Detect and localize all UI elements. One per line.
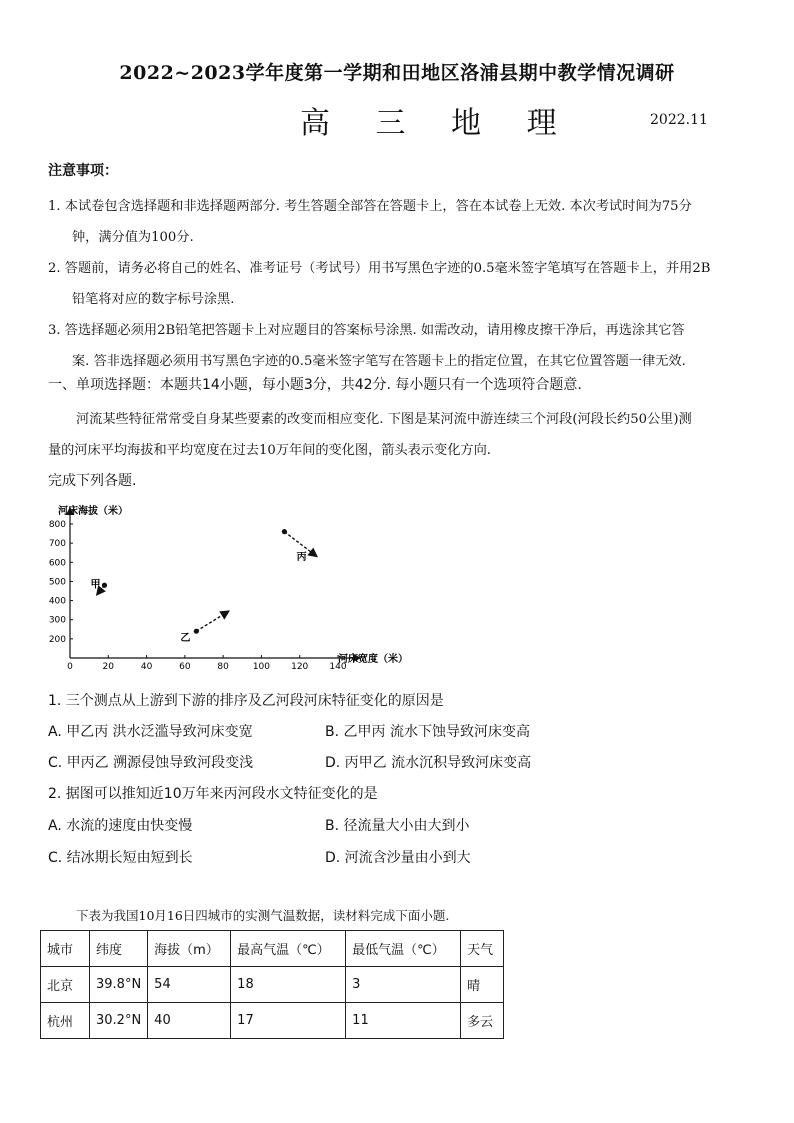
x-tick-label: 20	[102, 662, 115, 672]
table-header-cell: 海拔（m）	[148, 931, 231, 967]
instruction: 完成下列各题.	[48, 473, 137, 489]
temperature-table	[40, 930, 504, 1039]
question-2-option-c[interactable]: C. 结冰期长短由短到长	[48, 850, 193, 866]
notice-line-1: 1. 本试卷包含选择题和非选择题两部分. 考生答题全部答在答题卡上，答在本试卷上无效. 本次考试时间为75分	[48, 199, 692, 214]
table-header-cell: 最高气温（℃）	[231, 931, 346, 967]
change-arrow	[196, 611, 229, 631]
exam-date: 2022.11	[650, 112, 708, 128]
chart-svg	[48, 500, 408, 675]
table-cell: 54	[148, 967, 231, 1003]
table-header-cell: 城市	[41, 931, 90, 967]
table-header-cell: 纬度	[90, 931, 148, 967]
intro-line-1: 河流某些特征常常受自身某些要素的改变而相应变化. 下图是某河流中游连续三个河段(河段长约50公里)测	[76, 412, 692, 427]
notice-line-3: 2. 答题前，请务必将自己的姓名、准考证号（考试号）用书写黑色字迹的0.5毫米签字笔填写在答题卡上，并用2B	[48, 261, 711, 276]
table-cell: 多云	[461, 1003, 504, 1039]
y-tick-label: 400	[48, 596, 66, 607]
notice-line-4: 铅笔将对应的数字标号涂黑.	[72, 292, 235, 307]
notice-line-5: 3. 答选择题必须用2B铅笔把答题卡上对应题目的答案标号涂黑. 如需改动，请用橡皮擦干净后，再选涂其它答	[48, 323, 685, 338]
question-2-option-b[interactable]: B. 径流量大小由大到小	[325, 818, 470, 834]
intro-line-2: 量的河床平均海拔和平均宽度在过去10万年间的变化图，箭头表示变化方向.	[48, 443, 491, 458]
riverbed-chart	[48, 500, 408, 675]
question-1-stem: 1. 三个测点从上游到下游的排序及乙河段河床特征变化的原因是	[48, 693, 444, 709]
table-cell: 杭州	[41, 1003, 90, 1039]
table-cell: 17	[231, 1003, 346, 1039]
x-tick-label: 100	[252, 662, 271, 672]
question-2-option-d[interactable]: D. 河流含沙量由小到大	[325, 850, 471, 866]
notice-line-6: 案. 答非选择题必须用书写黑色字迹的0.5毫米签字笔写在答题卡上的指定位置，在其它位置答题一律无效.	[72, 354, 686, 369]
x-tick-label: 0	[67, 662, 73, 672]
table-cell: 40	[148, 1003, 231, 1039]
question-2-stem: 2. 据图可以推知近10万年来丙河段水文特征变化的是	[48, 786, 378, 802]
notice-heading: 注意事项：	[48, 163, 118, 179]
x-tick-label: 120	[291, 662, 309, 672]
notice-line-2: 钟，满分值为100分.	[72, 230, 194, 245]
table-cell: 30.2°N	[90, 1003, 148, 1039]
series-label: 丙	[296, 552, 307, 564]
table-cell: 18	[231, 967, 346, 1003]
table-intro: 下表为我国10月16日四城市的实测气温数据，读材料完成下面小题.	[76, 908, 450, 923]
subject-title: 高 三 地 理	[300, 106, 575, 141]
series-label: 乙	[180, 633, 191, 645]
y-tick-label: 700	[48, 539, 66, 550]
x-axis-label: 河床宽度（米）	[338, 654, 408, 665]
x-tick-label: 40	[140, 662, 153, 672]
table-cell: 39.8°N	[90, 967, 148, 1003]
table-row	[41, 967, 504, 1003]
y-tick-label: 800	[48, 520, 66, 530]
y-tick-label: 200	[48, 634, 66, 645]
table-header-row	[41, 931, 504, 967]
question-1-option-c[interactable]: C. 甲丙乙 溯源侵蚀导致河段变浅	[48, 755, 254, 771]
table-header-cell: 最低气温（℃）	[346, 931, 461, 967]
table-cell: 晴	[461, 967, 504, 1003]
question-1-option-d[interactable]: D. 丙甲乙 流水沉积导致河床变高	[325, 755, 532, 771]
table-header-cell: 天气	[461, 931, 504, 967]
question-2-option-a[interactable]: A. 水流的速度由快变慢	[48, 818, 193, 834]
y-ticks	[49, 520, 73, 645]
y-tick-label: 300	[48, 615, 66, 626]
table-cell: 11	[346, 1003, 461, 1039]
y-tick-label: 500	[48, 577, 66, 588]
y-tick-label: 600	[48, 558, 66, 569]
section-heading: 一、单项选择题：本题共14小题，每小题3分，共42分. 每小题只有一个选项符合题意.	[48, 377, 582, 393]
chart-marks	[90, 529, 316, 644]
table-cell: 北京	[41, 967, 90, 1003]
series-label: 甲	[90, 579, 101, 591]
x-tick-label: 140	[329, 662, 347, 672]
y-axis-label: 河床海拔（米）	[58, 506, 128, 517]
question-1-option-a[interactable]: A. 甲乙丙 洪水泛滥导致河床变宽	[48, 724, 253, 740]
x-tick-label: 80	[217, 662, 229, 672]
exam-title: 2022~2023学年度第一学期和田地区洛浦县期中教学情况调研	[119, 62, 675, 84]
table-row	[41, 1003, 504, 1039]
x-tick-label: 60	[179, 662, 191, 672]
question-1-option-b[interactable]: B. 乙甲丙 流水下蚀导致河床变高	[325, 724, 530, 740]
table-cell: 3	[346, 967, 461, 1003]
